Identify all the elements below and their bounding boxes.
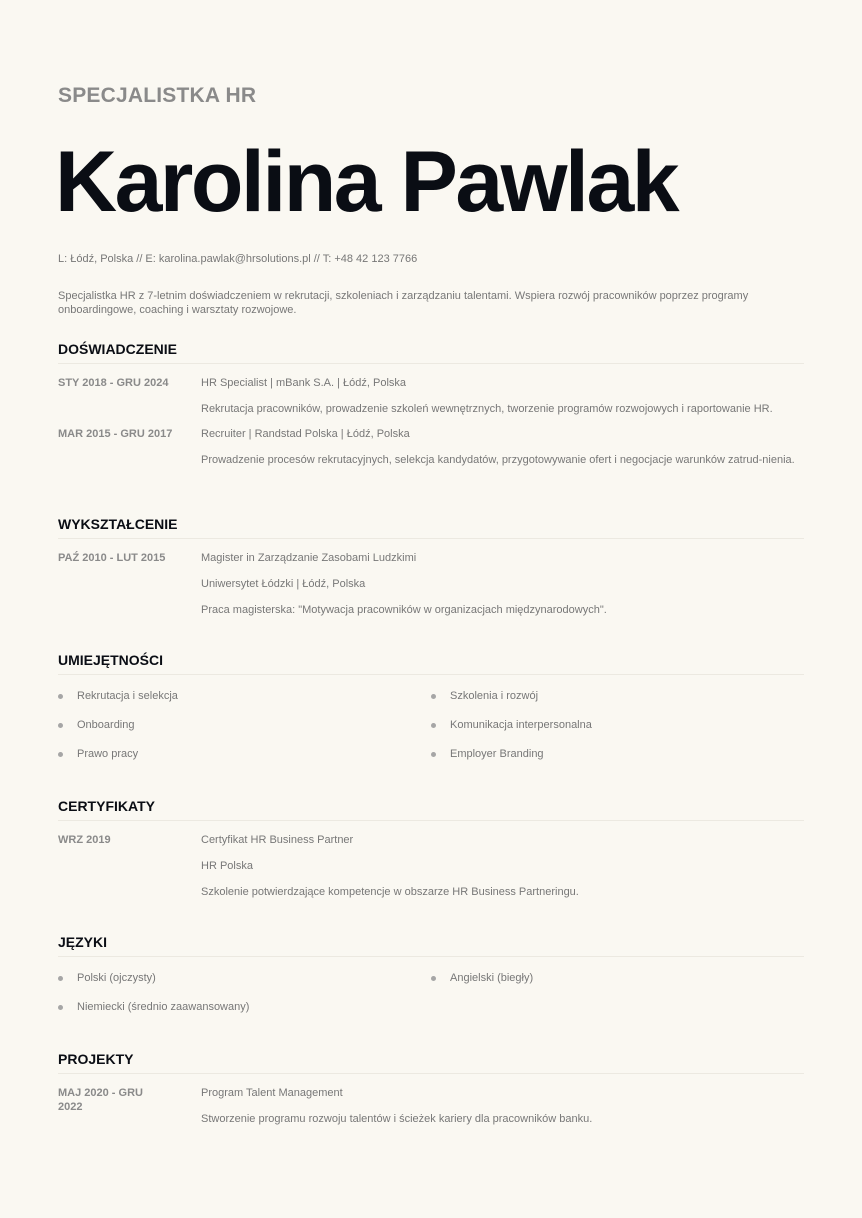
education-date: PAŹ 2010 - LUT 2015 (58, 552, 166, 564)
job-title: SPECJALISTKA HR (58, 84, 257, 107)
section-title-skills: UMIEJĘTNOŚCI (58, 651, 804, 675)
project-description: Stworzenie programu rozwoju talentów i ścieżek kariery dla pracowników banku. (201, 1113, 593, 1125)
bullet-dot-icon (431, 976, 436, 981)
bullet-dot-icon (58, 976, 63, 981)
experience-description: Rekrutacja pracowników, prowadzenie szkoleń wewnętrznych, tworzenie programów rozwojowych i raportowanie HR. (201, 403, 773, 415)
experience-date: MAR 2015 - GRU 2017 (58, 428, 173, 440)
experience-position: HR Specialist | mBank S.A. | Łódź, Polska (201, 377, 407, 389)
certificate-name: Certyfikat HR Business Partner (201, 834, 354, 846)
language-label: Polski (ojczysty) (77, 972, 156, 984)
section-title-certificates: CERTYFIKATY (58, 797, 804, 821)
bullet-dot-icon (58, 1005, 63, 1010)
section-title-experience: DOŚWIADCZENIE (58, 340, 804, 364)
project-date: MAJ 2020 - GRU 2022 (58, 1087, 143, 1113)
skill-label: Rekrutacja i selekcja (77, 690, 178, 702)
skill-label: Onboarding (77, 719, 135, 731)
education-thesis: Praca magisterska: "Motywacja pracowników w organizacjach międzynarodowych". (201, 604, 607, 616)
certificate-issuer: HR Polska (201, 860, 253, 872)
certificate-date: WRZ 2019 (58, 834, 111, 846)
bullet-dot-icon (431, 752, 436, 757)
section-title-projects: PROJEKTY (58, 1050, 804, 1074)
project-name: Program Talent Management (201, 1087, 343, 1099)
skill-label: Szkolenia i rozwój (450, 690, 539, 702)
bullet-dot-icon (58, 723, 63, 728)
person-name: Karolina Pawlak (55, 134, 678, 230)
experience-description: Prowadzenie procesów rekrutacyjnych, selekcja kandydatów, przygotowywanie ofert i negocjacje warunków zatrud-nienia. (201, 454, 795, 466)
section-title-languages: JĘZYKI (58, 933, 804, 957)
bullet-dot-icon (58, 752, 63, 757)
education-school: Uniwersytet Łódzki | Łódź, Polska (201, 578, 366, 590)
profile-summary: Specjalistka HR z 7-letnim doświadczeniem w rekrutacji, szkoleniach i zarządzaniu talentami. Wspiera rozwój pracowników poprzez programy onboardingowe, coaching i warsztaty rozwojowe. (58, 290, 749, 316)
education-degree: Magister in Zarządzanie Zasobami Ludzkimi (201, 552, 417, 564)
certificate-description: Szkolenie potwierdzające kompetencje w obszarze HR Business Partneringu. (201, 886, 579, 898)
skill-label: Prawo pracy (77, 748, 139, 760)
bullet-dot-icon (431, 694, 436, 699)
bullet-dot-icon (431, 723, 436, 728)
section-title-education: WYKSZTAŁCENIE (58, 515, 804, 539)
experience-date: STY 2018 - GRU 2024 (58, 377, 169, 389)
skill-label: Komunikacja interpersonalna (450, 719, 592, 731)
skill-label: Employer Branding (450, 748, 544, 760)
bullet-dot-icon (58, 694, 63, 699)
contact-line: L: Łódź, Polska // E: karolina.pawlak@hrsolutions.pl // T: +48 42 123 7766 (58, 253, 418, 265)
language-label: Angielski (biegły) (450, 972, 534, 984)
experience-position: Recruiter | Randstad Polska | Łódź, Polska (201, 428, 410, 440)
language-label: Niemiecki (średnio zaawansowany) (77, 1001, 250, 1013)
